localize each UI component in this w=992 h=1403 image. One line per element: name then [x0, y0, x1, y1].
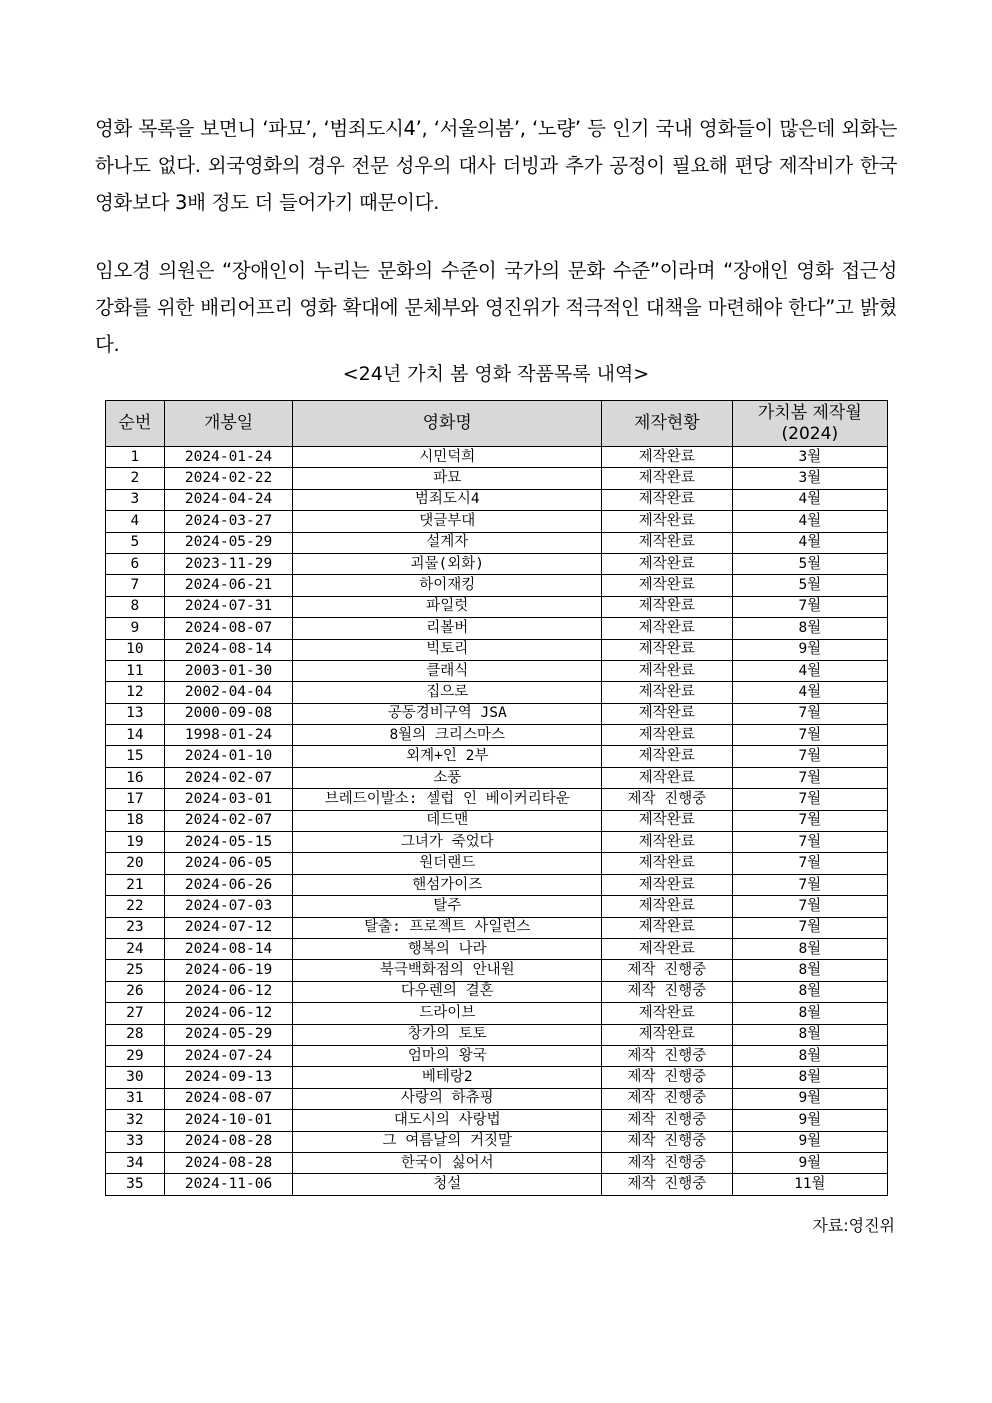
cell-movie-title: 그 여름날의 거짓말	[293, 1131, 602, 1152]
cell-production-status: 제작 진행중	[602, 1110, 733, 1131]
cell-movie-title: 빅토리	[293, 639, 602, 660]
paragraph-2: 임오경 의원은 “장애인이 누리는 문화의 수준이 국가의 문화 수준”이라며 “장애인 영화 접근성 강화를 위한 배리어프리 영화 확대에 문체부와 영진위가 적극적인 대책을 마련해야 한다”고 밝혔다.	[95, 259, 897, 356]
table-row	[106, 682, 888, 703]
cell-release-date: 2024-06-12	[164, 981, 293, 1002]
cell-production-month: 4월	[732, 660, 887, 681]
cell-release-date: 2024-04-24	[164, 489, 293, 510]
cell-production-status: 제작 진행중	[602, 960, 733, 981]
table-row	[106, 1152, 888, 1173]
cell-number: 20	[106, 853, 165, 874]
cell-production-status: 제작완료	[602, 553, 733, 574]
cell-number: 3	[106, 489, 165, 510]
cell-release-date: 2024-08-14	[164, 938, 293, 959]
cell-production-month: 8월	[732, 1045, 887, 1066]
cell-movie-title: 집으로	[293, 682, 602, 703]
cell-release-date: 2024-06-26	[164, 874, 293, 895]
cell-production-status: 제작완료	[602, 874, 733, 895]
cell-production-month: 7월	[732, 789, 887, 810]
cell-production-month: 7월	[732, 853, 887, 874]
cell-release-date: 2024-08-07	[164, 1088, 293, 1109]
cell-number: 35	[106, 1174, 165, 1195]
cell-number: 16	[106, 767, 165, 788]
cell-production-month: 7월	[732, 746, 887, 767]
cell-production-month: 7월	[732, 596, 887, 617]
cell-release-date: 2024-02-07	[164, 767, 293, 788]
source-note: 자료:영진위	[812, 1216, 895, 1235]
cell-release-date: 2000-09-08	[164, 703, 293, 724]
cell-production-month: 4월	[732, 532, 887, 553]
cell-number: 33	[106, 1131, 165, 1152]
cell-release-date: 2024-03-27	[164, 511, 293, 532]
cell-movie-title: 브레드이발소: 셀럽 인 베이커리타운	[293, 789, 602, 810]
cell-production-month: 5월	[732, 553, 887, 574]
cell-production-status: 제작완료	[602, 532, 733, 553]
cell-number: 13	[106, 703, 165, 724]
cell-number: 17	[106, 789, 165, 810]
cell-production-month: 8월	[732, 981, 887, 1002]
table-row	[106, 703, 888, 724]
cell-release-date: 2024-06-19	[164, 960, 293, 981]
cell-release-date: 2024-07-12	[164, 917, 293, 938]
cell-movie-title: 파묘	[293, 468, 602, 489]
table-caption: <24년 가치 봄 영화 작품목록 내역>	[342, 363, 650, 385]
cell-release-date: 2024-08-28	[164, 1152, 293, 1173]
cell-production-month: 9월	[732, 1110, 887, 1131]
cell-production-month: 8월	[732, 960, 887, 981]
cell-production-status: 제작 진행중	[602, 981, 733, 1002]
table-row	[106, 1045, 888, 1066]
cell-number: 5	[106, 532, 165, 553]
cell-production-status: 제작완료	[602, 938, 733, 959]
cell-production-status: 제작완료	[602, 1024, 733, 1045]
cell-number: 23	[106, 917, 165, 938]
cell-movie-title: 하이재킹	[293, 575, 602, 596]
cell-number: 28	[106, 1024, 165, 1045]
cell-production-status: 제작 진행중	[602, 1088, 733, 1109]
cell-release-date: 2024-10-01	[164, 1110, 293, 1131]
cell-movie-title: 그녀가 죽었다	[293, 832, 602, 853]
cell-movie-title: 범죄도시4	[293, 489, 602, 510]
cell-movie-title: 대도시의 사랑법	[293, 1110, 602, 1131]
table-row	[106, 810, 888, 831]
cell-movie-title: 탈출: 프로젝트 사일런스	[293, 917, 602, 938]
cell-production-status: 제작완료	[602, 660, 733, 681]
cell-number: 7	[106, 575, 165, 596]
cell-production-month: 8월	[732, 938, 887, 959]
cell-release-date: 2003-01-30	[164, 660, 293, 681]
cell-production-month: 8월	[732, 1067, 887, 1088]
cell-production-status: 제작완료	[602, 596, 733, 617]
table-row	[106, 468, 888, 489]
cell-release-date: 2024-06-05	[164, 853, 293, 874]
table-header-row	[106, 401, 888, 447]
cell-release-date: 2002-04-04	[164, 682, 293, 703]
header-production-status: 제작현황	[602, 401, 733, 447]
cell-production-month: 9월	[732, 1152, 887, 1173]
cell-production-month: 9월	[732, 639, 887, 660]
table-body	[106, 447, 888, 1196]
cell-number: 4	[106, 511, 165, 532]
cell-production-month: 11월	[732, 1174, 887, 1195]
cell-production-month: 8월	[732, 1024, 887, 1045]
cell-movie-title: 설계자	[293, 532, 602, 553]
cell-movie-title: 탈주	[293, 896, 602, 917]
cell-release-date: 1998-01-24	[164, 725, 293, 746]
table-row	[106, 960, 888, 981]
cell-movie-title: 소풍	[293, 767, 602, 788]
table-row	[106, 553, 888, 574]
paragraph-1: 영화 목록을 보면니 ‘파묘’, ‘범죄도시4’, ‘서울의봄’, ‘노량’ 등 인기 국내 영화들이 많은데 외화는 하나도 없다. 외국영화의 경우 전문 성우의 대사 더빙과 추가 공정이 필요해 편당 제작비가 한국영화보다 3배 정도 더 들어가기 때문이다.	[95, 117, 897, 214]
cell-movie-title: 행복의 나라	[293, 938, 602, 959]
cell-number: 31	[106, 1088, 165, 1109]
table-row	[106, 1088, 888, 1109]
cell-number: 2	[106, 468, 165, 489]
cell-production-status: 제작 진행중	[602, 789, 733, 810]
cell-production-status: 제작완료	[602, 746, 733, 767]
cell-production-month: 8월	[732, 618, 887, 639]
table-row	[106, 532, 888, 553]
cell-release-date: 2024-02-07	[164, 810, 293, 831]
cell-number: 26	[106, 981, 165, 1002]
cell-release-date: 2024-03-01	[164, 789, 293, 810]
table-row	[106, 789, 888, 810]
table-row	[106, 746, 888, 767]
cell-movie-title: 파일럿	[293, 596, 602, 617]
cell-movie-title: 핸섬가이즈	[293, 874, 602, 895]
cell-production-status: 제작 진행중	[602, 1174, 733, 1195]
cell-production-month: 5월	[732, 575, 887, 596]
cell-release-date: 2024-07-31	[164, 596, 293, 617]
table-row	[106, 938, 888, 959]
cell-number: 14	[106, 725, 165, 746]
cell-release-date: 2024-05-29	[164, 532, 293, 553]
cell-production-status: 제작 진행중	[602, 1045, 733, 1066]
cell-production-month: 7월	[732, 832, 887, 853]
cell-production-status: 제작완료	[602, 682, 733, 703]
table-row	[106, 660, 888, 681]
movie-list-table	[105, 400, 888, 1196]
cell-production-status: 제작완료	[602, 767, 733, 788]
cell-number: 15	[106, 746, 165, 767]
cell-movie-title: 리볼버	[293, 618, 602, 639]
cell-movie-title: 공동경비구역 JSA	[293, 703, 602, 724]
cell-number: 18	[106, 810, 165, 831]
cell-movie-title: 시민덕희	[293, 447, 602, 468]
table-row	[106, 1024, 888, 1045]
cell-movie-title: 괴물(외화)	[293, 553, 602, 574]
table-row	[106, 725, 888, 746]
cell-number: 22	[106, 896, 165, 917]
table-row	[106, 575, 888, 596]
cell-production-status: 제작완료	[602, 639, 733, 660]
table-row	[106, 596, 888, 617]
cell-movie-title: 북극백화점의 안내원	[293, 960, 602, 981]
cell-production-month: 7월	[732, 767, 887, 788]
cell-production-status: 제작완료	[602, 489, 733, 510]
table-row	[106, 618, 888, 639]
table-row	[106, 874, 888, 895]
cell-production-month: 3월	[732, 447, 887, 468]
table-row	[106, 1003, 888, 1024]
cell-movie-title: 댓글부대	[293, 511, 602, 532]
cell-release-date: 2024-01-24	[164, 447, 293, 468]
cell-movie-title: 베테랑2	[293, 1067, 602, 1088]
header-movie-title: 영화명	[293, 401, 602, 447]
cell-production-status: 제작완료	[602, 917, 733, 938]
cell-release-date: 2024-01-10	[164, 746, 293, 767]
cell-production-month: 7월	[732, 874, 887, 895]
table-row	[106, 511, 888, 532]
table-row	[106, 489, 888, 510]
cell-movie-title: 외계+인 2부	[293, 746, 602, 767]
cell-number: 10	[106, 639, 165, 660]
table-row	[106, 853, 888, 874]
cell-number: 8	[106, 596, 165, 617]
cell-production-status: 제작 진행중	[602, 1152, 733, 1173]
cell-movie-title: 데드맨	[293, 810, 602, 831]
cell-production-month: 9월	[732, 1088, 887, 1109]
cell-production-month: 3월	[732, 468, 887, 489]
cell-release-date: 2024-08-07	[164, 618, 293, 639]
cell-production-month: 4월	[732, 511, 887, 532]
cell-production-status: 제작 진행중	[602, 1131, 733, 1152]
cell-number: 24	[106, 938, 165, 959]
cell-movie-title: 청설	[293, 1174, 602, 1195]
cell-production-status: 제작완료	[602, 853, 733, 874]
cell-release-date: 2024-05-29	[164, 1024, 293, 1045]
cell-number: 25	[106, 960, 165, 981]
cell-production-month: 7월	[732, 725, 887, 746]
cell-release-date: 2023-11-29	[164, 553, 293, 574]
table-row	[106, 447, 888, 468]
cell-movie-title: 한국이 싫어서	[293, 1152, 602, 1173]
cell-release-date: 2024-11-06	[164, 1174, 293, 1195]
cell-production-month: 7월	[732, 917, 887, 938]
cell-movie-title: 드라이브	[293, 1003, 602, 1024]
cell-production-month: 8월	[732, 1003, 887, 1024]
table-row	[106, 767, 888, 788]
table-row	[106, 981, 888, 1002]
table-row	[106, 832, 888, 853]
cell-number: 9	[106, 618, 165, 639]
cell-release-date: 2024-07-03	[164, 896, 293, 917]
cell-movie-title: 엄마의 왕국	[293, 1045, 602, 1066]
cell-production-status: 제작완료	[602, 725, 733, 746]
header-release-date: 개봉일	[164, 401, 293, 447]
cell-production-month: 7월	[732, 810, 887, 831]
cell-number: 11	[106, 660, 165, 681]
cell-movie-title: 원더랜드	[293, 853, 602, 874]
cell-production-status: 제작완료	[602, 618, 733, 639]
cell-release-date: 2024-06-12	[164, 1003, 293, 1024]
cell-number: 27	[106, 1003, 165, 1024]
cell-production-status: 제작완료	[602, 1003, 733, 1024]
table-row	[106, 1110, 888, 1131]
cell-production-status: 제작완료	[602, 468, 733, 489]
cell-number: 29	[106, 1045, 165, 1066]
cell-movie-title: 다우렌의 결혼	[293, 981, 602, 1002]
cell-release-date: 2024-05-15	[164, 832, 293, 853]
table-row	[106, 1067, 888, 1088]
cell-movie-title: 창가의 토토	[293, 1024, 602, 1045]
cell-production-month: 4월	[732, 682, 887, 703]
cell-release-date: 2024-08-28	[164, 1131, 293, 1152]
cell-release-date: 2024-02-22	[164, 468, 293, 489]
cell-movie-title: 사랑의 하츄핑	[293, 1088, 602, 1109]
table-row	[106, 639, 888, 660]
cell-movie-title: 8월의 크리스마스	[293, 725, 602, 746]
cell-production-status: 제작완료	[602, 511, 733, 532]
table-row	[106, 1174, 888, 1195]
cell-number: 12	[106, 682, 165, 703]
cell-number: 34	[106, 1152, 165, 1173]
table-row	[106, 896, 888, 917]
cell-production-status: 제작완료	[602, 575, 733, 596]
cell-number: 21	[106, 874, 165, 895]
header-number: 순번	[106, 401, 165, 447]
table-row	[106, 1131, 888, 1152]
cell-number: 32	[106, 1110, 165, 1131]
cell-release-date: 2024-08-14	[164, 639, 293, 660]
cell-number: 6	[106, 553, 165, 574]
cell-production-status: 제작완료	[602, 832, 733, 853]
cell-release-date: 2024-09-13	[164, 1067, 293, 1088]
cell-production-status: 제작완료	[602, 896, 733, 917]
cell-release-date: 2024-07-24	[164, 1045, 293, 1066]
cell-production-month: 9월	[732, 1131, 887, 1152]
cell-production-status: 제작완료	[602, 447, 733, 468]
cell-number: 1	[106, 447, 165, 468]
cell-release-date: 2024-06-21	[164, 575, 293, 596]
cell-production-month: 7월	[732, 896, 887, 917]
cell-production-month: 4월	[732, 489, 887, 510]
cell-production-month: 7월	[732, 703, 887, 724]
table-row	[106, 917, 888, 938]
cell-production-status: 제작 진행중	[602, 1067, 733, 1088]
cell-production-status: 제작완료	[602, 810, 733, 831]
cell-movie-title: 클래식	[293, 660, 602, 681]
header-production-month: 가치봄 제작월 (2024)	[732, 401, 887, 447]
cell-number: 30	[106, 1067, 165, 1088]
cell-production-status: 제작완료	[602, 703, 733, 724]
cell-number: 19	[106, 832, 165, 853]
